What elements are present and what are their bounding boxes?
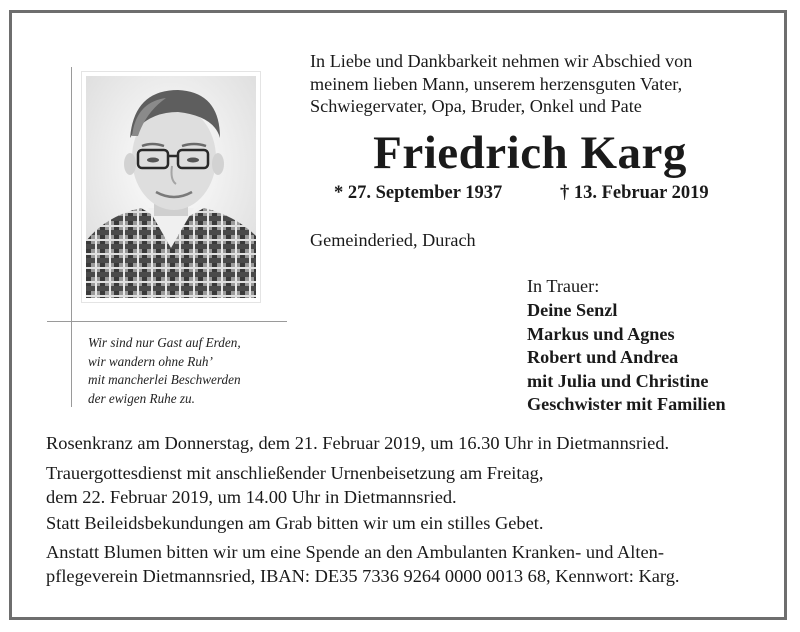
vertical-divider [71,67,72,407]
mourner-entry: mit Julia und Christine [527,370,709,391]
intro-line: In Liebe und Dankbarkeit nehmen wir Abschied von [310,51,693,71]
poem-line: der ewigen Ruhe zu. [88,390,195,406]
mourner-entry: Deine Senzl [527,300,618,320]
mourner-entry: Robert und Andrea [527,347,679,367]
death-date: † 13. Februar 2019 [560,183,709,203]
poem [88,334,298,408]
portrait-photo [86,76,256,298]
mourning-heading: In Trauer: [527,276,600,296]
mourners-list [527,299,767,417]
poem-line: Wir sind nur Gast auf Erden, [88,335,241,350]
intro-text [310,50,760,118]
places: Gemeinderied, Durach [310,230,476,250]
service-line: dem 22. Februar 2019, um 14.00 Uhr in Dietmannsried. [46,486,457,507]
portrait-illustration [86,76,256,298]
condolence-notice: Statt Beileidsbekundungen am Grab bitten wir um ein stilles Gebet. [46,513,544,533]
poem-line: mit mancherlei Beschwerden [88,372,241,387]
birth-date: * 27. September 1937 [334,183,503,203]
donation-notice [46,541,761,588]
deceased-name: Friedrich Karg [373,127,687,179]
mourner-entry: Geschwister mit Familien [527,394,726,414]
horizontal-divider [47,321,287,322]
service-notice [46,462,761,509]
poem-line: wir wandern ohne Ruh’ [88,353,213,369]
mourner-entry: Markus und Agnes [527,323,675,344]
intro-line: Schwiegervater, Opa, Bruder, Onkel und Pate [310,96,642,116]
rosary-notice: Rosenkranz am Donnerstag, dem 21. Februar 2019, um 16.30 Uhr in Dietmannsried. [46,433,670,453]
service-line: Trauergottesdienst mit anschließender Urnenbeisetzung am Freitag, [46,463,544,483]
portrait-frame [82,72,260,302]
donation-line: pflegeverein Dietmannsried, IBAN: DE35 7336 9264 0000 0013 68, Kennwort: Karg. [46,565,680,586]
intro-line: meinem lieben Mann, unserem herzensguten Vater, [310,73,683,94]
donation-line: Anstatt Blumen bitten wir um eine Spende an den Ambulanten Kranken- und Alten- [46,542,664,562]
